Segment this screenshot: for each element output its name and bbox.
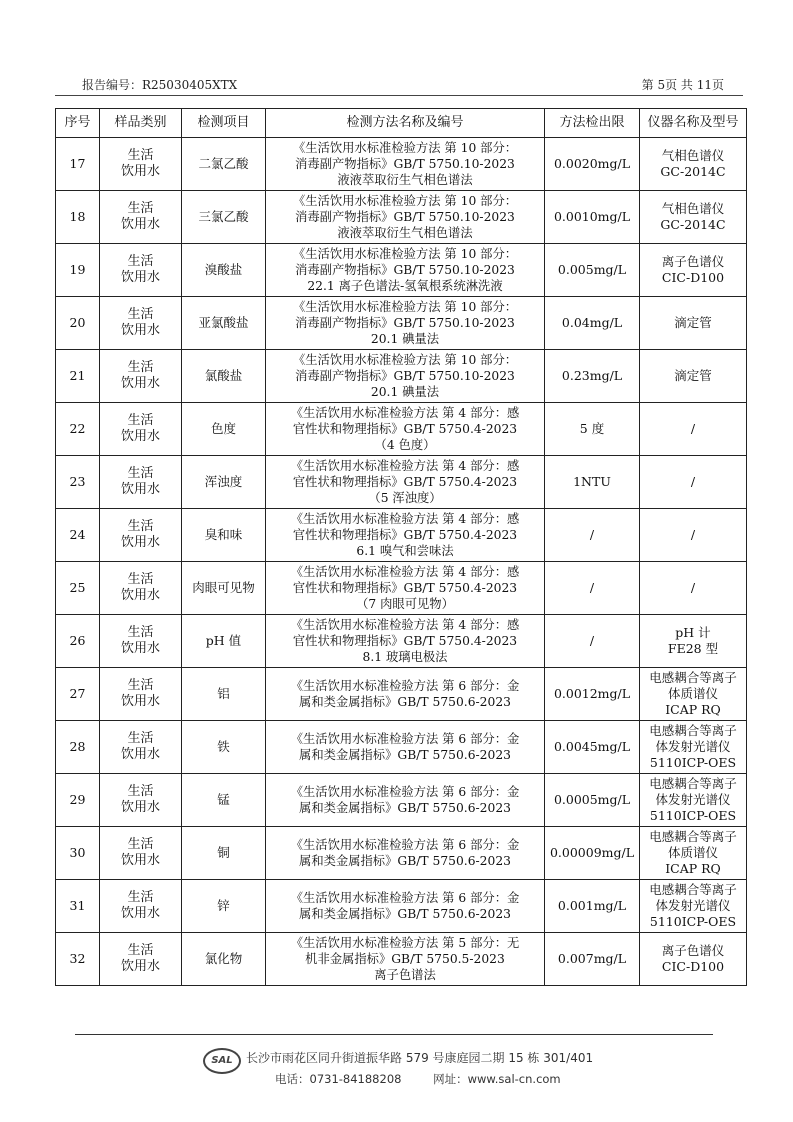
- test-item: 氯化物: [182, 933, 266, 986]
- row-number: 26: [56, 615, 100, 668]
- test-item: 铜: [182, 827, 266, 880]
- instrument: pH 计 FE28 型: [640, 615, 747, 668]
- table-row: [56, 562, 747, 615]
- test-methods-table: [55, 108, 747, 986]
- detection-limit: 0.00009mg/L: [545, 827, 640, 880]
- table-row: [56, 933, 747, 986]
- sal-logo: SAL: [203, 1048, 241, 1074]
- col-header-no: 序号: [56, 109, 100, 138]
- instrument: 离子色谱仪 CIC-D100: [640, 933, 747, 986]
- sample-category: 生活 饮用水: [100, 244, 182, 297]
- col-header-instrument: 仪器名称及型号: [640, 109, 747, 138]
- row-number: 32: [56, 933, 100, 986]
- test-method: 《生活饮用水标准检验方法 第 6 部分：金 属和类金属指标》GB/T 5750.6-2023: [266, 880, 545, 933]
- test-method: 《生活饮用水标准检验方法 第 5 部分：无 机非金属指标》GB/T 5750.5-2023 离子色谱法: [266, 933, 545, 986]
- row-number: 21: [56, 350, 100, 403]
- detection-limit: 0.04mg/L: [545, 297, 640, 350]
- page-number: 第 5页 共 11页: [641, 78, 724, 92]
- instrument: 滴定管: [640, 297, 747, 350]
- test-method: 《生活饮用水标准检验方法 第 10 部分： 消毒副产物指标》GB/T 5750.10-2023 20.1 碘量法: [266, 297, 545, 350]
- instrument: /: [640, 403, 747, 456]
- col-header-limit: 方法检出限: [545, 109, 640, 138]
- table-row: [56, 509, 747, 562]
- footer-divider: [75, 1034, 713, 1035]
- sample-category: 生活 饮用水: [100, 403, 182, 456]
- detection-limit: 0.005mg/L: [545, 244, 640, 297]
- sample-category: 生活 饮用水: [100, 509, 182, 562]
- detection-limit: 0.0012mg/L: [545, 668, 640, 721]
- sample-category: 生活 饮用水: [100, 615, 182, 668]
- row-number: 22: [56, 403, 100, 456]
- test-item: 肉眼可见物: [182, 562, 266, 615]
- test-method: 《生活饮用水标准检验方法 第 4 部分：感 官性状和物理指标》GB/T 5750.4-2023 （4 色度）: [266, 403, 545, 456]
- sample-category: 生活 饮用水: [100, 138, 182, 191]
- row-number: 31: [56, 880, 100, 933]
- sample-category: 生活 饮用水: [100, 668, 182, 721]
- detection-limit: /: [545, 615, 640, 668]
- test-method: 《生活饮用水标准检验方法 第 4 部分：感 官性状和物理指标》GB/T 5750.4-2023 6.1 嗅气和尝味法: [266, 509, 545, 562]
- sample-category: 生活 饮用水: [100, 350, 182, 403]
- page-header: [82, 76, 724, 94]
- detection-limit: 0.001mg/L: [545, 880, 640, 933]
- test-method: 《生活饮用水标准检验方法 第 6 部分：金 属和类金属指标》GB/T 5750.6-2023: [266, 827, 545, 880]
- detection-limit: 0.007mg/L: [545, 933, 640, 986]
- test-item: pH 值: [182, 615, 266, 668]
- instrument: 电感耦合等离子 体发射光谱仪 5110ICP-OES: [640, 880, 747, 933]
- instrument: 电感耦合等离子 体发射光谱仪 5110ICP-OES: [640, 774, 747, 827]
- row-number: 24: [56, 509, 100, 562]
- row-number: 29: [56, 774, 100, 827]
- instrument: 离子色谱仪 CIC-D100: [640, 244, 747, 297]
- sample-category: 生活 饮用水: [100, 297, 182, 350]
- test-method: 《生活饮用水标准检验方法 第 10 部分： 消毒副产物指标》GB/T 5750.10-2023 液液萃取衍生气相色谱法: [266, 138, 545, 191]
- test-item: 锌: [182, 880, 266, 933]
- test-item: 二氯乙酸: [182, 138, 266, 191]
- col-header-method: 检测方法名称及编号: [266, 109, 545, 138]
- test-item: 铁: [182, 721, 266, 774]
- row-number: 18: [56, 191, 100, 244]
- row-number: 23: [56, 456, 100, 509]
- detection-limit: /: [545, 562, 640, 615]
- test-method: 《生活饮用水标准检验方法 第 10 部分： 消毒副产物指标》GB/T 5750.10-2023 22.1 离子色谱法-氢氧根系统淋洗液: [266, 244, 545, 297]
- test-method: 《生活饮用水标准检验方法 第 6 部分：金 属和类金属指标》GB/T 5750.6-2023: [266, 774, 545, 827]
- row-number: 28: [56, 721, 100, 774]
- table-row: [56, 350, 747, 403]
- test-method: 《生活饮用水标准检验方法 第 4 部分：感 官性状和物理指标》GB/T 5750.4-2023 （7 肉眼可见物）: [266, 562, 545, 615]
- test-method: 《生活饮用水标准检验方法 第 10 部分： 消毒副产物指标》GB/T 5750.10-2023 液液萃取衍生气相色谱法: [266, 191, 545, 244]
- sample-category: 生活 饮用水: [100, 721, 182, 774]
- report-number: 报告编号：R25030405XTX: [82, 78, 238, 92]
- test-method: 《生活饮用水标准检验方法 第 10 部分： 消毒副产物指标》GB/T 5750.10-2023 20.1 碘量法: [266, 350, 545, 403]
- detection-limit: 0.0045mg/L: [545, 721, 640, 774]
- instrument: /: [640, 509, 747, 562]
- test-method: 《生活饮用水标准检验方法 第 4 部分：感 官性状和物理指标》GB/T 5750.4-2023 （5 浑浊度）: [266, 456, 545, 509]
- table-row: [56, 668, 747, 721]
- sample-category: 生活 饮用水: [100, 880, 182, 933]
- table-row: [56, 774, 747, 827]
- test-item: 氯酸盐: [182, 350, 266, 403]
- table-row: [56, 244, 747, 297]
- sample-category: 生活 饮用水: [100, 562, 182, 615]
- test-item: 溴酸盐: [182, 244, 266, 297]
- test-item: 三氯乙酸: [182, 191, 266, 244]
- row-number: 20: [56, 297, 100, 350]
- row-number: 30: [56, 827, 100, 880]
- test-method: 《生活饮用水标准检验方法 第 6 部分：金 属和类金属指标》GB/T 5750.6-2023: [266, 668, 545, 721]
- col-header-item: 检测项目: [182, 109, 266, 138]
- row-number: 19: [56, 244, 100, 297]
- row-number: 17: [56, 138, 100, 191]
- instrument: 电感耦合等离子 体质谱仪 ICAP RQ: [640, 668, 747, 721]
- table-row: [56, 827, 747, 880]
- table-row: [56, 456, 747, 509]
- col-header-category: 样品类别: [100, 109, 182, 138]
- test-item: 亚氯酸盐: [182, 297, 266, 350]
- instrument: /: [640, 562, 747, 615]
- sample-category: 生活 饮用水: [100, 191, 182, 244]
- test-method: 《生活饮用水标准检验方法 第 6 部分：金 属和类金属指标》GB/T 5750.6-2023: [266, 721, 545, 774]
- test-item: 浑浊度: [182, 456, 266, 509]
- table-row: [56, 721, 747, 774]
- test-item: 臭和味: [182, 509, 266, 562]
- footer-address: 长沙市雨花区同升街道振华路 579 号康庭园二期 15 栋 301/401: [246, 1051, 594, 1065]
- table-row: [56, 297, 747, 350]
- test-item: 铝: [182, 668, 266, 721]
- instrument: 气相色谱仪 GC-2014C: [640, 138, 747, 191]
- sample-category: 生活 饮用水: [100, 827, 182, 880]
- detection-limit: 0.0020mg/L: [545, 138, 640, 191]
- detection-limit: 0.0010mg/L: [545, 191, 640, 244]
- sample-category: 生活 饮用水: [100, 933, 182, 986]
- row-number: 25: [56, 562, 100, 615]
- detection-limit: 1NTU: [545, 456, 640, 509]
- footer-phone: 电话：0731-84188208: [275, 1072, 402, 1086]
- test-item: 锰: [182, 774, 266, 827]
- table-row: [56, 138, 747, 191]
- instrument: 气相色谱仪 GC-2014C: [640, 191, 747, 244]
- instrument: 电感耦合等离子 体质谱仪 ICAP RQ: [640, 827, 747, 880]
- detection-limit: 0.0005mg/L: [545, 774, 640, 827]
- table-header-row: [56, 109, 747, 138]
- row-number: 27: [56, 668, 100, 721]
- header-divider: [55, 95, 743, 96]
- test-item: 色度: [182, 403, 266, 456]
- detection-limit: /: [545, 509, 640, 562]
- footer-website: 网址：www.sal-cn.com: [433, 1072, 561, 1086]
- detection-limit: 0.23mg/L: [545, 350, 640, 403]
- sample-category: 生活 饮用水: [100, 456, 182, 509]
- instrument: 滴定管: [640, 350, 747, 403]
- instrument: 电感耦合等离子 体发射光谱仪 5110ICP-OES: [640, 721, 747, 774]
- table-row: [56, 403, 747, 456]
- detection-limit: 5 度: [545, 403, 640, 456]
- table-row: [56, 191, 747, 244]
- instrument: /: [640, 456, 747, 509]
- test-method: 《生活饮用水标准检验方法 第 4 部分：感 官性状和物理指标》GB/T 5750.4-2023 8.1 玻璃电极法: [266, 615, 545, 668]
- footer-contact: [275, 1071, 589, 1087]
- sample-category: 生活 饮用水: [100, 774, 182, 827]
- table-row: [56, 615, 747, 668]
- table-row: [56, 880, 747, 933]
